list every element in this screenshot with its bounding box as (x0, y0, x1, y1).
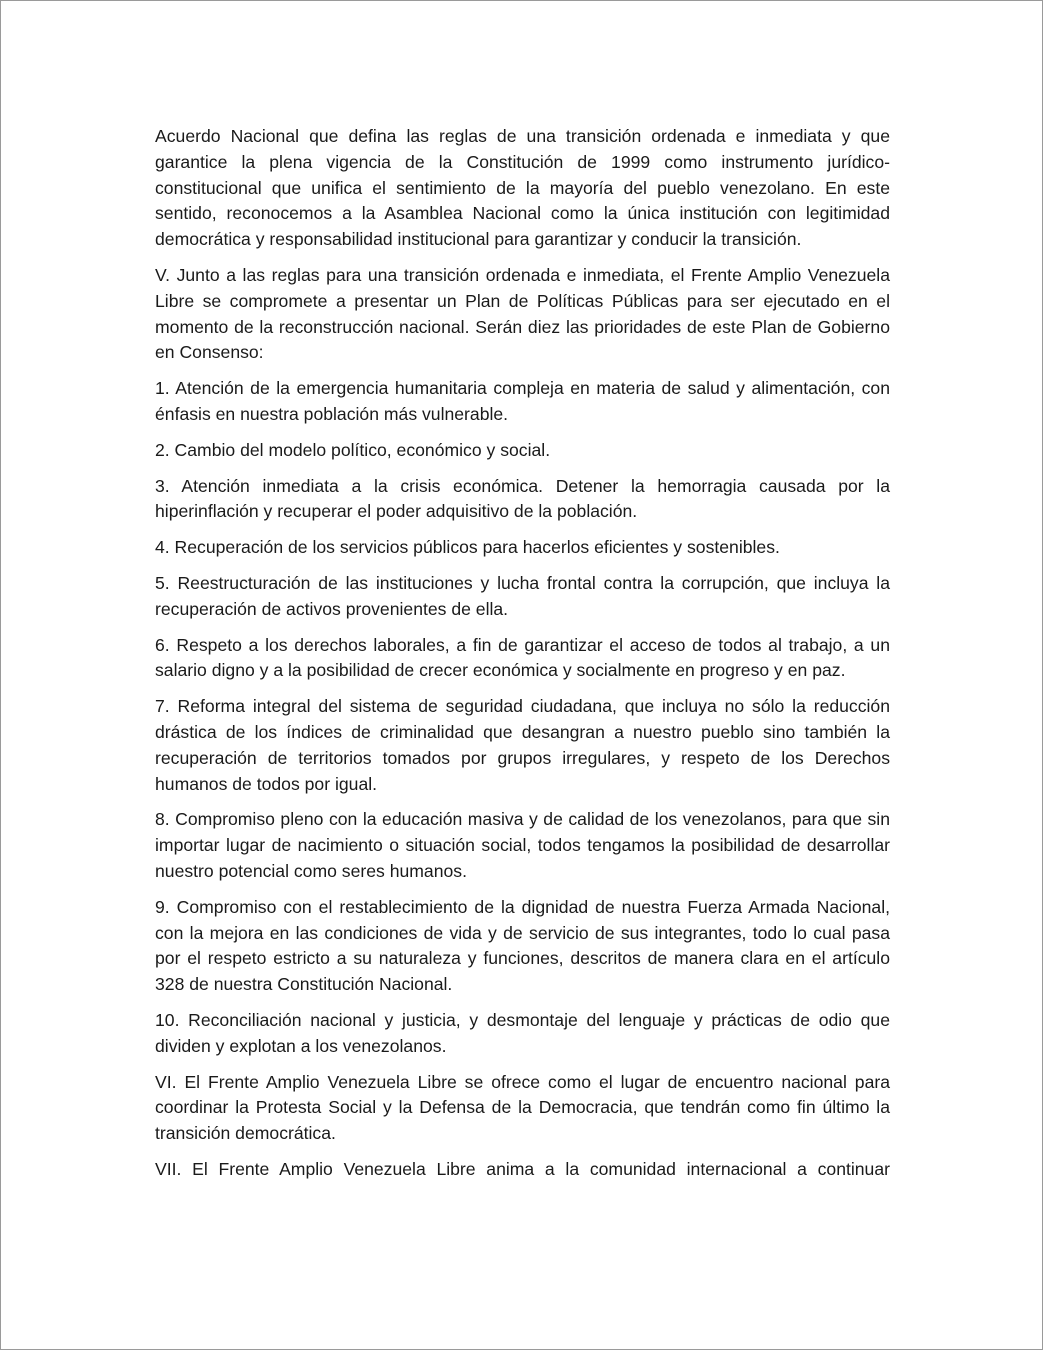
priority-item-9: 9. Compromiso con el restablecimiento de la dignidad de nuestra Fuerza Armada Nacional, con la mejora en las condiciones de vida y de servicio de sus integrantes, todo lo cual pasa por el respeto estricto a su naturaleza y funciones, descritos de manera clara en el artículo 328 de nuestra Constitución Nacional. (155, 896, 890, 995)
priority-item-2: 2. Cambio del modelo político, económico y social. (155, 439, 551, 460)
priority-item-6: 6. Respeto a los derechos laborales, a fin de garantizar el acceso de todos al trabajo, a un salario digno y a la posibilidad de crecer económica y socialmente en progreso y en paz. (155, 634, 890, 681)
priority-item-1: 1. Atención de la emergencia humanitaria compleja en materia de salud y alimentación, con énfasis en nuestra población más vulnerable. (155, 378, 890, 424)
paragraph-section-vi: VI. El Frente Amplio Venezuela Libre se ofrece como el lugar de encuentro nacional para coordinar la Protesta Social y la Defensa de la Democracia, que tendrán como fin último la transición democrática. (155, 1071, 890, 1144)
document-body (155, 124, 890, 1193)
paragraph-section-v: V. Junto a las reglas para una transición ordenada e inmediata, el Frente Amplio Venezuela Libre se compromete a presentar un Plan de Políticas Públicas para ser ejecutado en el momento de la reconstrucción nacional. Serán diez las prioridades de este Plan de Gobierno en Consenso: (155, 264, 890, 363)
priority-item-7: 7. Reforma integral del sistema de seguridad ciudadana, que incluya no sólo la reducción drástica de los índices de criminalidad que desangran a nuestro pueblo sino también la recuperación de territorios tomados por grupos irregulares, y respeto de los Derechos humanos de todos por igual. (155, 696, 890, 794)
paragraph-acuerdo-nacional: Acuerdo Nacional que defina las reglas de una transición ordenada e inmediata y que garantice la plena vigencia de la Constitución de 1999 como instrumento jurídico-constitucional que unifica el sentimiento de la mayoría del pueblo venezolano. En este sentido, reconocemos a la Asamblea Nacional como la única institución con legitimidad democrática y responsabilidad institucional para garantizar y conducir la transición. (155, 126, 890, 250)
paragraph-section-vii: VII. El Frente Amplio Venezuela Libre anima a la comunidad internacional a continuar (155, 1158, 890, 1179)
priority-item-10: 10. Reconciliación nacional y justicia, y desmontaje del lenguaje y prácticas de odio que dividen y explotan a los venezolanos. (155, 1009, 890, 1056)
priority-item-4: 4. Recuperación de los servicios públicos para hacerlos eficientes y sostenibles. (155, 537, 780, 558)
priority-item-3: 3. Atención inmediata a la crisis económica. Detener la hemorragia causada por la hiperinflación y recuperar el poder adquisitivo de la población. (155, 475, 890, 522)
priority-item-5: 5. Reestructuración de las instituciones y lucha frontal contra la corrupción, que incluya la recuperación de activos provenientes de ella. (155, 572, 890, 619)
priority-item-8: 8. Compromiso pleno con la educación masiva y de calidad de los venezolanos, para que sin importar lugar de nacimiento o situación social, todos tengamos la posibilidad de desarrollar nuestro potencial como seres humanos. (155, 809, 890, 881)
